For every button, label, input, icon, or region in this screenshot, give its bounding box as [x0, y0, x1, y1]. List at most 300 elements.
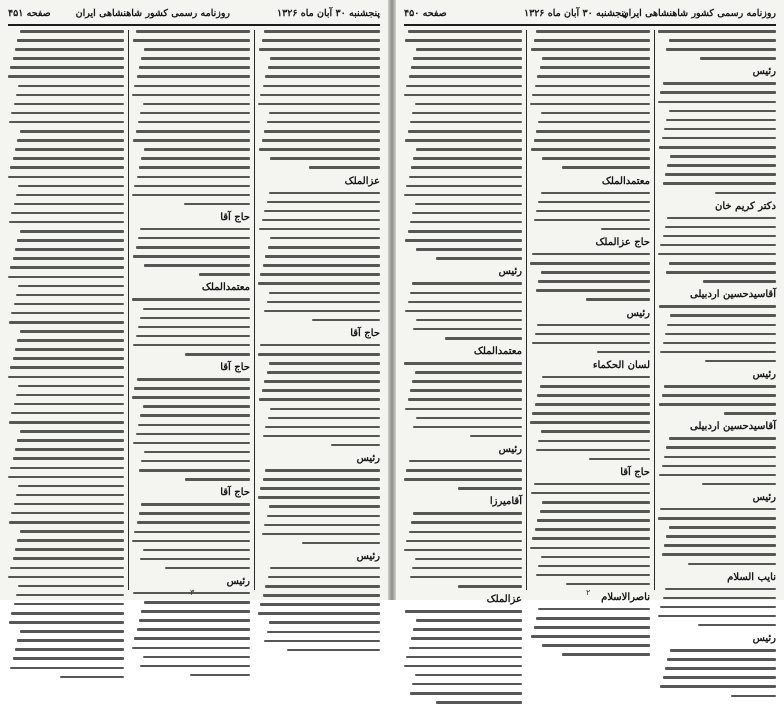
text-line — [542, 644, 650, 647]
text-line — [137, 521, 250, 524]
speaker-name: رئیس — [752, 66, 776, 78]
text-line — [10, 567, 124, 570]
text-line — [265, 75, 380, 78]
text-line — [541, 430, 650, 433]
speaker-name: معتمدالملک — [201, 282, 250, 294]
text-line — [408, 398, 522, 401]
text-line — [265, 469, 380, 472]
left-page-number: صفحه ۴۵۱ — [8, 8, 51, 19]
text-line — [408, 230, 522, 233]
text-line — [18, 485, 124, 488]
text-line — [416, 319, 522, 322]
text-line — [405, 310, 522, 313]
text-line — [408, 30, 522, 33]
speaker-name: رئیس — [498, 443, 522, 455]
text-line — [562, 166, 650, 169]
text-line — [666, 271, 776, 274]
text-line — [15, 648, 124, 651]
text-line — [445, 337, 522, 340]
text-line — [406, 469, 522, 472]
text-line — [669, 437, 776, 440]
text-line — [138, 237, 250, 240]
text-line — [262, 219, 380, 222]
text-line — [134, 387, 250, 390]
speaker-name: رئیس — [626, 307, 650, 319]
text-line — [409, 647, 522, 650]
text-line — [259, 398, 380, 401]
text-line — [13, 157, 124, 160]
text-line — [658, 101, 776, 104]
text-line — [666, 48, 776, 51]
text-line — [312, 319, 380, 322]
text-line — [530, 262, 650, 265]
text-line — [11, 512, 124, 515]
text-line — [541, 112, 650, 115]
text-line — [13, 557, 124, 560]
text-line — [667, 217, 776, 220]
text-line — [406, 185, 522, 188]
text-line — [133, 139, 250, 142]
text-line — [143, 103, 250, 106]
text-line — [538, 440, 650, 443]
text-line — [404, 665, 522, 668]
text-line — [538, 201, 650, 204]
text-line — [132, 647, 250, 650]
text-line — [134, 185, 250, 188]
text-line — [260, 487, 380, 490]
text-line — [659, 305, 776, 308]
text-line — [11, 112, 124, 115]
text-line — [532, 342, 650, 345]
text-line — [17, 239, 124, 242]
text-line — [535, 85, 650, 88]
text-line — [270, 567, 380, 570]
text-line — [185, 353, 250, 356]
text-line — [9, 121, 124, 124]
text-line — [531, 48, 650, 51]
text-line — [536, 574, 650, 577]
speaker-name: رئیس — [356, 550, 380, 562]
text-line — [138, 326, 250, 329]
text-line — [10, 166, 124, 169]
text-line — [416, 417, 522, 420]
speaker-name: حاج آقا — [620, 466, 650, 478]
text-line — [143, 656, 250, 659]
text-line — [9, 621, 124, 624]
text-line — [141, 610, 250, 613]
text-line — [530, 103, 650, 106]
left-column-1 — [8, 30, 124, 590]
text-line — [263, 264, 380, 267]
speaker-name: لسان الحکماء — [592, 359, 650, 371]
text-line — [413, 328, 522, 331]
text-line — [663, 676, 776, 679]
text-line — [268, 246, 380, 249]
text-line — [542, 57, 650, 60]
book-gutter — [388, 0, 396, 600]
right-issue-date: پنجشنبه ۳۰ آبان ماه ۱۳۲۶ — [524, 8, 627, 19]
speaker-name: حاج آقا — [220, 487, 250, 499]
text-line — [405, 139, 522, 142]
text-line — [269, 112, 380, 115]
text-line — [663, 342, 776, 345]
text-line — [17, 39, 124, 42]
left-running-head — [8, 6, 380, 22]
text-line — [132, 396, 250, 399]
text-line — [669, 262, 776, 265]
text-line — [665, 333, 776, 336]
text-line — [410, 292, 522, 295]
text-line — [132, 194, 250, 197]
text-line — [269, 292, 380, 295]
speaker-name: حاج آقا — [350, 327, 380, 339]
speaker-name: رئیس — [752, 491, 776, 503]
text-line — [144, 601, 250, 604]
text-line — [662, 465, 776, 468]
column-rule — [254, 30, 255, 590]
text-line — [436, 701, 522, 704]
text-line — [13, 457, 124, 460]
text-line — [658, 615, 776, 618]
text-line — [409, 176, 522, 179]
text-line — [134, 637, 250, 640]
left-page — [0, 0, 388, 600]
text-line — [20, 330, 124, 333]
text-line — [16, 194, 124, 197]
text-line — [534, 39, 650, 42]
text-line — [10, 66, 124, 69]
text-line — [411, 66, 522, 69]
text-line — [14, 603, 124, 606]
text-line — [137, 628, 250, 631]
text-line — [530, 547, 650, 550]
text-line — [10, 366, 124, 369]
text-line — [8, 75, 124, 78]
text-line — [13, 57, 124, 60]
right-page — [396, 0, 784, 645]
text-line — [259, 48, 380, 51]
text-line — [537, 75, 650, 78]
text-line — [534, 139, 650, 142]
text-line — [270, 237, 380, 240]
text-line — [404, 549, 522, 552]
text-line — [144, 451, 250, 454]
text-line — [144, 48, 250, 51]
speaker-name: ناصرالاسلام — [601, 591, 650, 603]
text-line — [8, 376, 124, 379]
text-line — [658, 517, 776, 520]
speaker-name: حاج آقا — [220, 362, 250, 374]
text-line — [541, 556, 650, 559]
text-line — [14, 503, 124, 506]
text-line — [540, 66, 650, 69]
text-line — [8, 176, 124, 179]
text-line — [659, 403, 776, 406]
text-line — [10, 467, 124, 470]
text-line — [263, 478, 380, 481]
text-line — [133, 255, 250, 258]
speaker-name: رئیس — [752, 633, 776, 645]
text-line — [658, 253, 776, 256]
text-line — [715, 192, 776, 195]
text-line — [531, 148, 650, 151]
text-line — [536, 130, 650, 133]
text-line — [15, 148, 124, 151]
text-line — [270, 408, 380, 411]
text-line — [663, 82, 776, 85]
text-line — [185, 478, 250, 481]
text-line — [141, 503, 250, 506]
text-line — [665, 667, 776, 670]
text-line — [138, 121, 250, 124]
text-line — [405, 610, 522, 613]
text-line — [11, 312, 124, 315]
text-line — [14, 303, 124, 306]
text-line — [140, 665, 250, 668]
speaker-name: نایب السلام — [727, 571, 776, 583]
text-line — [140, 558, 250, 561]
text-line — [8, 276, 124, 279]
text-line — [132, 298, 250, 301]
text-line — [542, 501, 650, 504]
text-line — [265, 255, 380, 258]
text-line — [409, 460, 522, 463]
text-line — [530, 421, 650, 424]
text-line — [724, 412, 776, 415]
text-line — [535, 333, 650, 336]
text-line — [10, 266, 124, 269]
text-line — [17, 439, 124, 442]
text-line — [415, 203, 522, 206]
text-line — [262, 39, 380, 42]
text-line — [16, 494, 124, 497]
text-line — [416, 248, 522, 251]
text-line — [536, 449, 650, 452]
text-line — [9, 521, 124, 524]
text-line — [664, 544, 776, 547]
text-line — [199, 273, 250, 276]
text-line — [9, 221, 124, 224]
text-line — [411, 637, 522, 640]
text-line — [415, 558, 522, 561]
text-line — [537, 394, 650, 397]
text-line — [404, 362, 522, 365]
text-line — [263, 594, 380, 597]
text-line — [20, 430, 124, 433]
text-line — [141, 57, 250, 60]
text-line — [667, 324, 776, 327]
text-line — [409, 75, 522, 78]
text-line — [18, 85, 124, 88]
right-header-rule — [404, 24, 776, 26]
text-line — [413, 426, 522, 429]
text-line — [264, 310, 380, 313]
text-line — [412, 683, 522, 686]
text-line — [536, 210, 650, 213]
text-line — [141, 157, 250, 160]
text-line — [15, 448, 124, 451]
text-line — [258, 612, 380, 615]
text-line — [139, 166, 250, 169]
right-page-number: صفحه ۴۵۰ — [404, 8, 447, 19]
text-line — [406, 85, 522, 88]
text-line — [405, 408, 522, 411]
text-line — [536, 289, 650, 292]
text-line — [589, 458, 650, 461]
text-line — [416, 48, 522, 51]
text-line — [597, 351, 650, 354]
text-line — [659, 474, 776, 477]
text-line — [663, 182, 776, 185]
text-line — [184, 203, 250, 206]
text-line — [540, 510, 650, 513]
text-line — [269, 192, 380, 195]
text-line — [260, 94, 380, 97]
text-line — [137, 176, 250, 179]
text-line — [659, 146, 776, 149]
speaker-name: آقاسیدحسین اردبیلی — [690, 421, 776, 433]
text-line — [702, 483, 776, 486]
text-line — [531, 635, 650, 638]
text-line — [540, 385, 650, 388]
text-line — [410, 692, 522, 695]
text-line — [670, 649, 776, 652]
text-line — [264, 210, 380, 213]
text-line — [11, 412, 124, 415]
text-line — [412, 567, 522, 570]
text-line — [537, 324, 650, 327]
text-line — [11, 212, 124, 215]
text-line — [670, 314, 776, 317]
text-line — [263, 435, 380, 438]
right-newspaper-title: روزنامه رسمی کشور شاهنشاهی ایران — [621, 8, 776, 19]
text-line — [601, 228, 650, 231]
right-column-3 — [658, 30, 776, 645]
text-line — [137, 75, 250, 78]
text-line — [404, 94, 522, 97]
text-line — [13, 257, 124, 260]
text-line — [662, 553, 776, 556]
text-line — [665, 226, 776, 229]
text-line — [20, 530, 124, 533]
text-line — [666, 535, 776, 538]
text-line — [132, 94, 250, 97]
left-column-3 — [258, 30, 380, 590]
text-line — [18, 285, 124, 288]
text-line — [17, 339, 124, 342]
text-line — [541, 192, 650, 195]
text-line — [134, 531, 250, 534]
left-header-rule — [8, 24, 380, 26]
text-line — [14, 403, 124, 406]
text-line — [705, 360, 776, 363]
column-rule — [128, 30, 129, 590]
text-line — [259, 148, 380, 151]
text-line — [136, 335, 250, 338]
text-line — [415, 674, 522, 677]
text-line — [412, 212, 522, 215]
text-line — [20, 230, 124, 233]
text-line — [268, 66, 380, 69]
text-line — [665, 173, 776, 176]
text-line — [688, 563, 777, 566]
text-line — [269, 621, 380, 624]
text-line — [136, 130, 250, 133]
text-line — [566, 583, 650, 586]
speaker-name: دکتر کریم خان — [714, 200, 776, 212]
text-line — [412, 282, 522, 285]
text-line — [562, 653, 650, 656]
left-newspaper-title: روزنامه رسمی کشور شاهنشاهی ایران — [75, 8, 230, 19]
text-line — [535, 403, 650, 406]
text-line — [133, 39, 250, 42]
text-line — [660, 351, 776, 354]
text-line — [258, 282, 380, 285]
text-line — [669, 110, 776, 113]
text-line — [534, 626, 650, 629]
text-line — [17, 539, 124, 542]
text-line — [263, 85, 380, 88]
text-line — [144, 264, 250, 267]
text-line — [458, 487, 522, 490]
text-line — [698, 624, 776, 627]
text-line — [538, 608, 650, 611]
text-line — [140, 317, 250, 320]
speaker-name: عزالملک — [344, 175, 380, 187]
text-line — [20, 30, 124, 33]
text-line — [532, 253, 650, 256]
text-line — [133, 344, 250, 347]
text-line — [270, 57, 380, 60]
text-line — [18, 385, 124, 388]
text-line — [270, 157, 380, 160]
text-line — [309, 166, 380, 169]
text-line — [436, 257, 522, 260]
text-line — [408, 301, 522, 304]
text-line — [144, 148, 250, 151]
text-line — [410, 221, 522, 224]
text-line — [415, 371, 522, 374]
text-line — [667, 164, 776, 167]
text-line — [406, 540, 522, 543]
text-line — [16, 594, 124, 597]
column-rule — [526, 30, 527, 590]
text-line — [538, 565, 650, 568]
text-line — [534, 219, 650, 222]
text-line — [16, 394, 124, 397]
text-line — [660, 685, 776, 688]
text-line — [11, 612, 124, 615]
text-line — [405, 239, 522, 242]
text-line — [405, 39, 522, 42]
text-line — [264, 130, 380, 133]
right-folio: ۲ — [586, 588, 591, 597]
text-line — [416, 148, 522, 151]
text-line — [408, 130, 522, 133]
text-line — [136, 433, 250, 436]
text-line — [165, 567, 250, 570]
text-line — [269, 362, 380, 365]
text-line — [268, 576, 380, 579]
text-line — [410, 576, 522, 579]
text-line — [264, 524, 380, 527]
text-line — [538, 280, 650, 283]
text-line — [13, 657, 124, 660]
speaker-name: عزالملک — [486, 594, 522, 606]
text-line — [132, 540, 250, 543]
text-line — [412, 112, 522, 115]
column-rule — [654, 30, 655, 590]
